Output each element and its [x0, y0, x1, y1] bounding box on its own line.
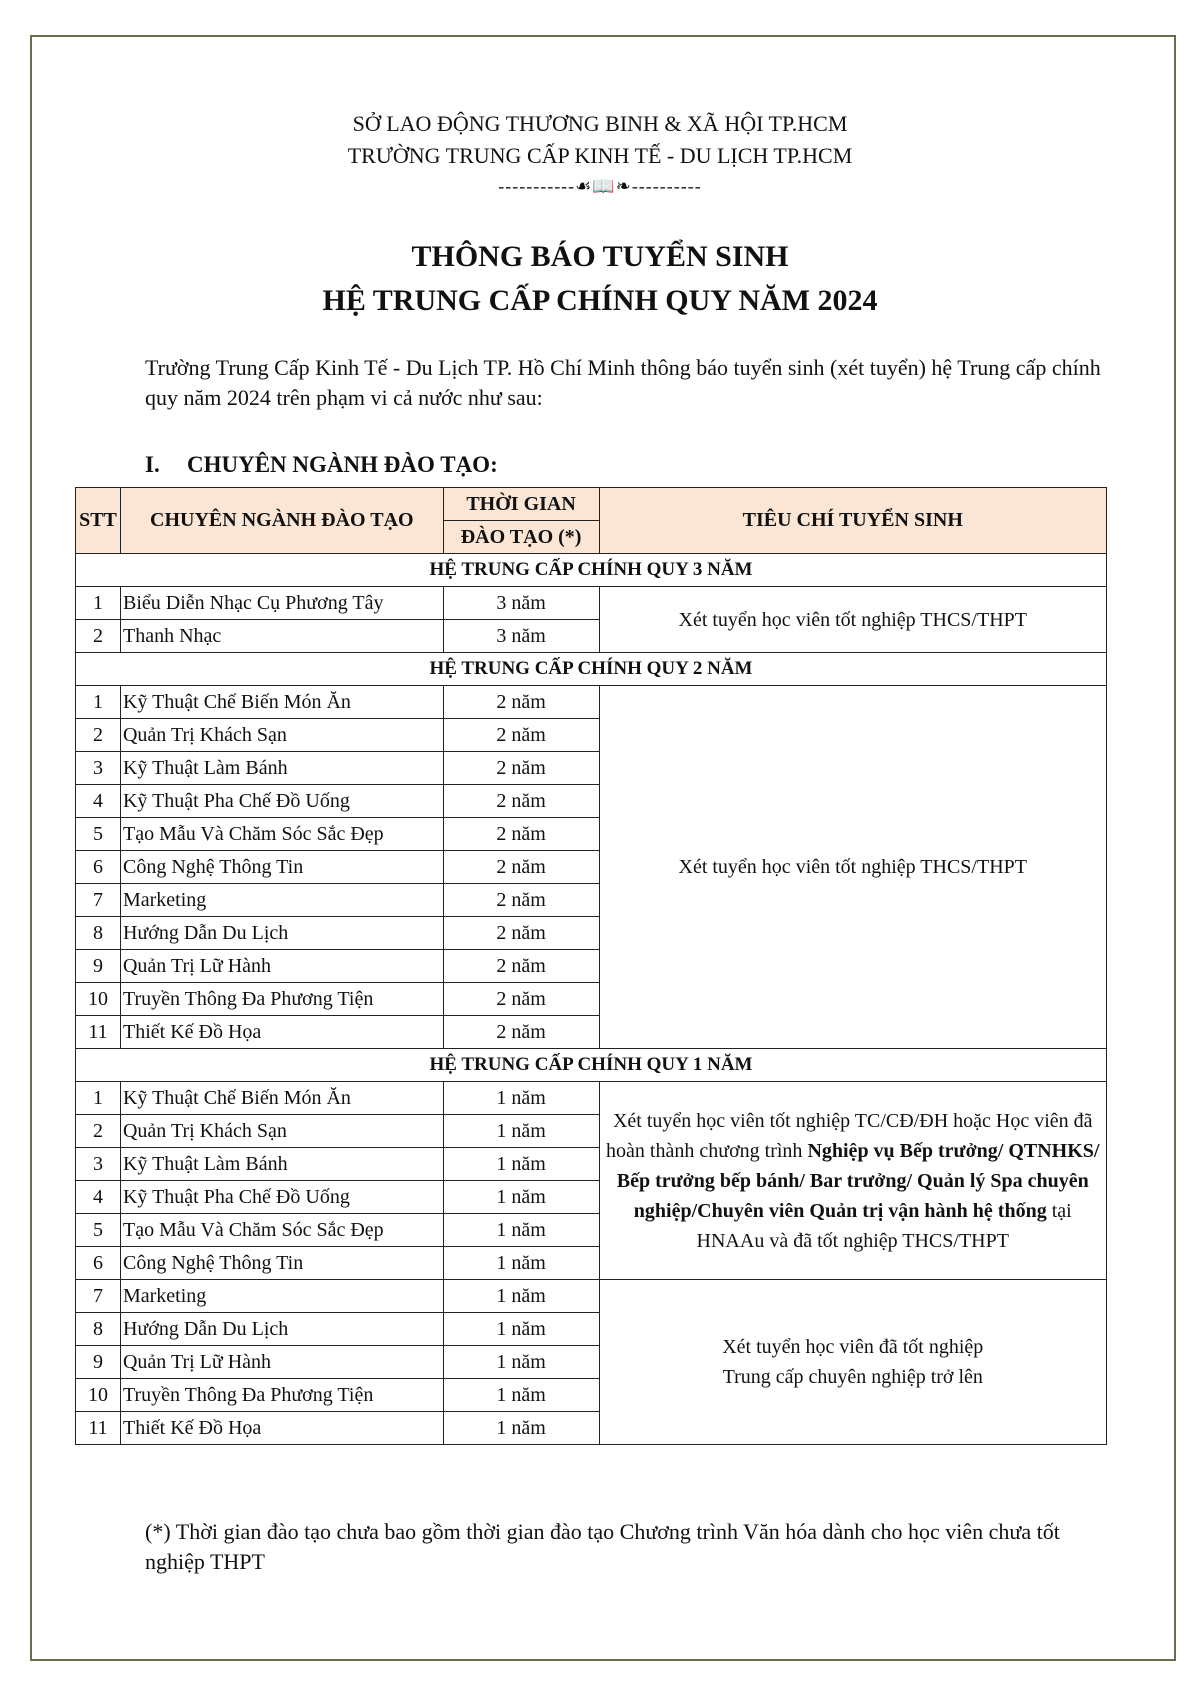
table-row: 3 Kỹ Thuật Làm Bánh 1 năm	[76, 1148, 1107, 1181]
table-row: 6 Công Nghệ Thông Tin 2 năm	[76, 851, 1107, 884]
table-row: 8 Hướng Dẫn Du Lịch 1 năm	[76, 1313, 1107, 1346]
table-row: 9 Quản Trị Lữ Hành 1 năm	[76, 1346, 1107, 1379]
table-row: 10 Truyền Thông Đa Phương Tiện 1 năm	[76, 1379, 1107, 1412]
table-row: 6 Công Nghệ Thông Tin 1 năm	[76, 1247, 1107, 1280]
table-row: 2 Quản Trị Khách Sạn 1 năm	[76, 1115, 1107, 1148]
ornament-divider: -----------☙📖❧----------	[498, 176, 702, 196]
table-row: 5 Tạo Mẫu Và Chăm Sóc Sắc Đẹp 2 năm	[76, 818, 1107, 851]
col-header-time-2: ĐÀO TẠO (*)	[443, 521, 599, 554]
table-row: 4 Kỹ Thuật Pha Chế Đồ Uống 1 năm	[76, 1181, 1107, 1214]
table-row: 1 Biểu Diễn Nhạc Cụ Phương Tây 3 năm Xét tuyển học viên tốt nghiệp THCS/THPT	[76, 587, 1107, 620]
group-heading: HỆ TRUNG CẤP CHÍNH QUY 2 NĂM	[76, 653, 1107, 686]
col-header-stt: STT	[76, 488, 121, 554]
table-row: 8 Hướng Dẫn Du Lịch 2 năm	[76, 917, 1107, 950]
col-header-criteria: TIÊU CHÍ TUYỂN SINH	[599, 488, 1106, 554]
table-row: 3 Kỹ Thuật Làm Bánh 2 năm	[76, 752, 1107, 785]
footnote: (*) Thời gian đào tạo chưa bao gồm thời gian đào tạo Chương trình Văn hóa dành cho học viên chưa tốt nghiệp THPT	[145, 1519, 1060, 1574]
table-row: 7 Marketing 2 năm	[76, 884, 1107, 917]
col-header-major: CHUYÊN NGÀNH ĐÀO TẠO	[120, 488, 443, 554]
criteria-cell: Xét tuyển học viên tốt nghiệp THCS/THPT	[599, 686, 1106, 1049]
criteria-cell: Xét tuyển học viên tốt nghiệp THCS/THPT	[599, 587, 1106, 653]
table-row: 11 Thiết Kế Đồ Họa 1 năm	[76, 1412, 1107, 1445]
majors-table	[75, 487, 1107, 1445]
table-row: 1 Kỹ Thuật Chế Biến Món Ăn 1 năm Xét tuyển học viên tốt nghiệp TC/CĐ/ĐH hoặc Học viên đã hoàn thành chương trình Nghiệp vụ Bếp trưởng/ QTNHKS/ Bếp trưởng bếp bánh/ Bar trưởng/ Quản lý Spa chuyên nghiệp/Chuyên viên Quản trị vận hành hệ thống tại HNAAu và đã tốt nghiệp THCS/THPT	[76, 1082, 1107, 1115]
table-row: 7 Marketing 1 năm Xét tuyển học viên đã tốt nghiệp Trung cấp chuyên nghiệp trở lên	[76, 1280, 1107, 1313]
criteria-cell: Xét tuyển học viên tốt nghiệp TC/CĐ/ĐH hoặc Học viên đã hoàn thành chương trình Nghiệp vụ Bếp trưởng/ QTNHKS/ Bếp trưởng bếp bánh/ Bar trưởng/ Quản lý Spa chuyên nghiệp/Chuyên viên Quản trị vận hành hệ thống tại HNAAu và đã tốt nghiệp THCS/THPT	[599, 1082, 1106, 1280]
table-row: 2 Quản Trị Khách Sạn 2 năm	[76, 719, 1107, 752]
table-row: 11 Thiết Kế Đồ Họa 2 năm	[76, 1016, 1107, 1049]
criteria-cell: Xét tuyển học viên đã tốt nghiệp Trung cấp chuyên nghiệp trở lên	[599, 1280, 1106, 1445]
table-row: 4 Kỹ Thuật Pha Chế Đồ Uống 2 năm	[76, 785, 1107, 818]
intro-paragraph: Trường Trung Cấp Kinh Tế - Du Lịch TP. Hồ Chí Minh thông báo tuyển sinh (xét tuyển) hệ Trung cấp chính quy năm 2024 trên phạm vi cả nước như sau:	[145, 355, 1101, 410]
group-heading: HỆ TRUNG CẤP CHÍNH QUY 1 NĂM	[76, 1049, 1107, 1082]
group-heading: HỆ TRUNG CẤP CHÍNH QUY 3 NĂM	[76, 554, 1107, 587]
col-header-time: THỜI GIAN	[443, 488, 599, 521]
department-name: SỞ LAO ĐỘNG THƯƠNG BINH & XÃ HỘI TP.HCM	[352, 111, 848, 136]
table-row: 2 Thanh Nhạc 3 năm	[76, 620, 1107, 653]
school-name: TRƯỜNG TRUNG CẤP KINH TẾ - DU LỊCH TP.HCM	[347, 143, 853, 168]
table-row: 10 Truyền Thông Đa Phương Tiện 2 năm	[76, 983, 1107, 1016]
table-row: 1 Kỹ Thuật Chế Biến Món Ăn 2 năm Xét tuyển học viên tốt nghiệp THCS/THPT	[76, 686, 1107, 719]
table-row: 5 Tạo Mẫu Và Chăm Sóc Sắc Đẹp 1 năm	[76, 1214, 1107, 1247]
page-subtitle: HỆ TRUNG CẤP CHÍNH QUY NĂM 2024	[322, 284, 878, 317]
book-ornament-icon: ☙📖❧	[575, 176, 632, 196]
section-heading: I. CHUYÊN NGÀNH ĐÀO TẠO:	[145, 452, 498, 477]
page-title: THÔNG BÁO TUYỂN SINH	[411, 240, 789, 273]
table-row: 9 Quản Trị Lữ Hành 2 năm	[76, 950, 1107, 983]
